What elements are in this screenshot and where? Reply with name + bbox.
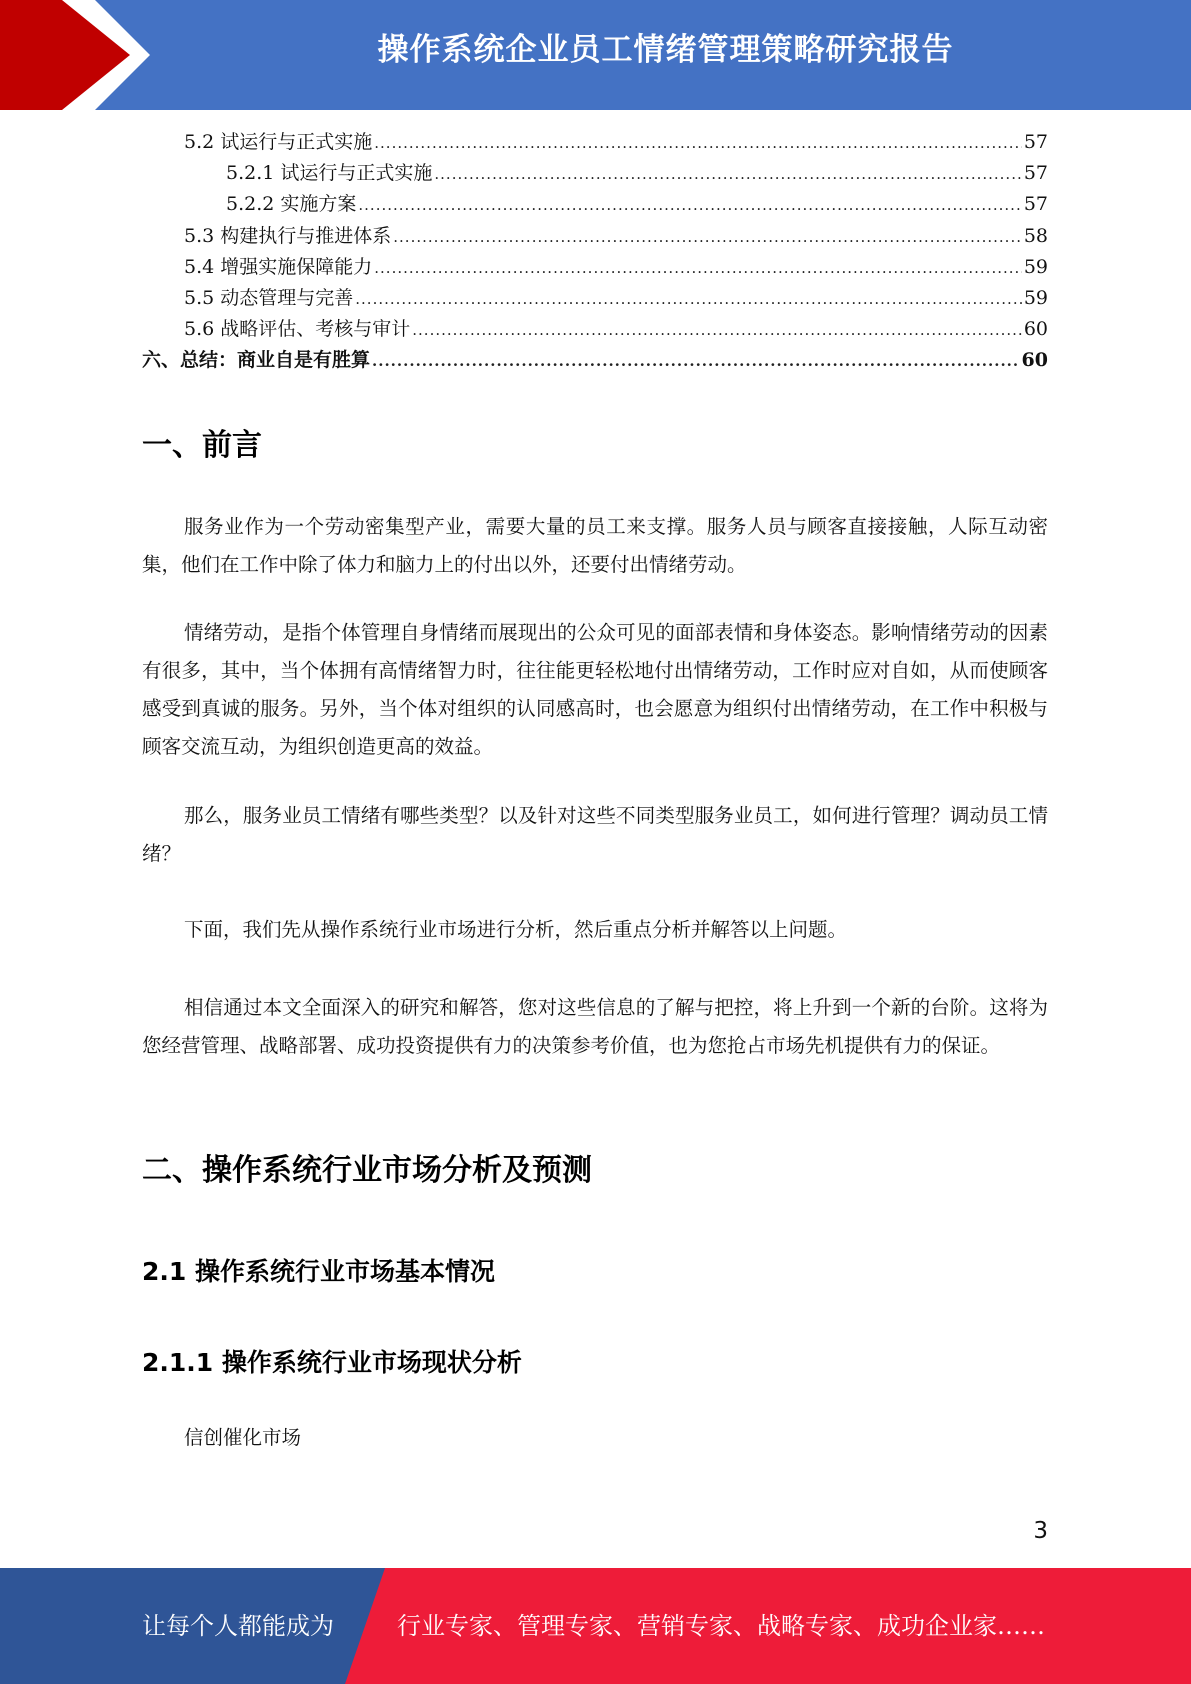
section-heading-market-analysis: 二、操作系统行业市场分析及预测 [142,1153,592,1188]
subsection-heading-2-1: 2.1 操作系统行业市场基本情况 [142,1257,495,1286]
toc-leader-dots [372,346,1020,377]
footer-slogan-right: 行业专家、管理专家、营销专家、战略专家、成功企业家…… [397,1612,1045,1640]
toc-entry-label: 5.2 试运行与正式实施 [184,131,373,153]
table-of-contents [142,127,1048,377]
body-paragraph: 相信通过本文全面深入的研究和解答，您对这些信息的了解与把控，将上升到一个新的台阶。这将为您经营管理、战略部署、成功投资提供有力的决策参考价值，也为您抢占市场先机提供有力的保证。 [142,996,1048,1057]
toc-entry-5-5[interactable] [142,283,1048,314]
toc-leader-dots [358,190,1021,221]
toc-leader-dots [434,159,1021,190]
toc-entry-label: 5.5 动态管理与完善 [184,286,354,309]
toc-entry-page: 60 [1023,318,1048,341]
toc-entry-page: 59 [1023,286,1048,309]
page-header [0,0,1191,110]
toc-entry-label: 5.4 增强实施保障能力 [184,255,373,278]
toc-leader-dots [355,284,1022,315]
toc-leader-dots [412,315,1022,346]
toc-entry-5-2-2[interactable] [142,189,1048,220]
body-paragraph: 服务业作为一个劳动密集型产业，需要大量的员工来支撑。服务人员与顾客直接接触，人际互动密集，他们在工作中除了体力和脑力上的付出以外，还要付出情绪劳动。 [142,515,1048,576]
toc-leader-dots [374,128,1022,159]
footer-slogan-left: 让每个人都能成为 [142,1612,334,1640]
toc-entry-label: 5.6 战略评估、考核与审计 [184,318,411,341]
body-paragraph: 下面，我们先从操作系统行业市场进行分析，然后重点分析并解答以上问题。 [184,918,848,941]
toc-entry-page: 59 [1023,255,1048,278]
report-title: 操作系统企业员工情绪管理策略研究报告 [377,32,954,68]
subsection-heading-2-1-1: 2.1.1 操作系统行业市场现状分析 [142,1348,522,1377]
toc-entry-page: 57 [1023,162,1048,185]
toc-entry-label: 5.3 构建执行与推进体系 [184,224,392,247]
toc-entry-page: 57 [1023,131,1048,153]
toc-entry-label: 5.2.2 实施方案 [226,193,357,216]
page-footer [0,1568,1191,1684]
toc-entry-5-4[interactable] [142,252,1048,283]
body-paragraph: 那么，服务业员工情绪有哪些类型？以及针对这些不同类型服务业员工，如何进行管理？调动员工情绪？ [142,804,1048,865]
toc-entry-5-3[interactable] [142,221,1048,252]
toc-entry-5-6[interactable] [142,314,1048,345]
toc-entry-page: 58 [1023,224,1048,247]
body-paragraph: 情绪劳动，是指个体管理自身情绪而展现出的公众可见的面部表情和身体姿态。影响情绪劳动的因素有很多，其中，当个体拥有高情绪智力时，往往能更轻松地付出情绪劳动，工作时应对自如，从而使顾客感受到真诚的服务。另外，当个体对组织的认同感高时，也会愿意为组织付出情绪劳动，在工作中积极与顾客交流互动，为组织创造更高的效益。 [142,621,1048,758]
toc-leader-dots [374,253,1022,284]
toc-entry-page: 57 [1023,193,1048,216]
toc-entry-6[interactable] [142,345,1048,376]
page-number: 3 [1033,1518,1048,1544]
toc-entry-page: 60 [1021,349,1048,372]
toc-entry-label: 5.2.1 试运行与正式实施 [226,162,433,185]
section-heading-preface: 一、前言 [142,428,262,463]
body-paragraph: 信创催化市场 [184,1426,302,1449]
toc-leader-dots [393,222,1022,253]
red-chevron-logo [0,0,150,110]
toc-entry-label: 六、总结：商业自是有胜算 [142,349,371,372]
toc-entry-5-2[interactable] [142,127,1048,158]
toc-entry-5-2-1[interactable] [142,158,1048,189]
